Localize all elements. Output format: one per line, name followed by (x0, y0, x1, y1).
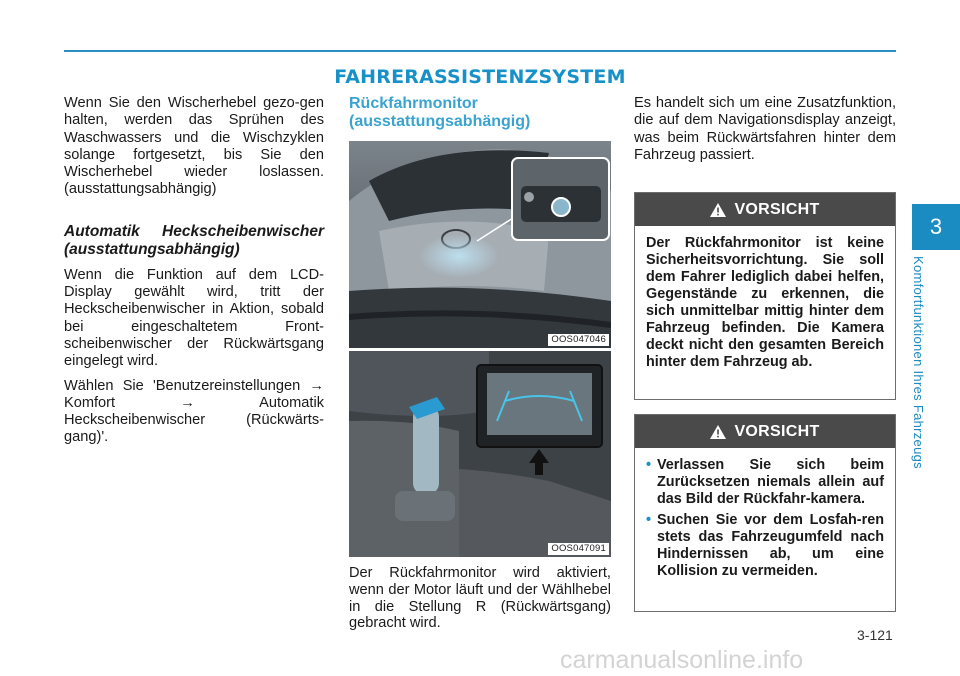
caution-header-2 (635, 415, 895, 448)
gear-lever-photo (349, 351, 611, 557)
caution-body-1 (635, 226, 895, 371)
chapter-tab: 3 (912, 204, 960, 250)
caution-box-1 (634, 192, 896, 400)
watermark: carmanualsonline.info (560, 646, 804, 674)
caution-title-1: VORSICHT (734, 200, 820, 218)
rear-camera-illustration (349, 141, 611, 348)
monitor-activation-paragraph: Der Rückfahrmonitor wird aktiviert, wenn der Motor läuft und der Wählhebel in die Stellung R (Rückwärtsgang) gebracht wird. (349, 565, 611, 632)
caution-bullet-list (646, 457, 884, 580)
chapter-title: Komfortfunktionen Ihres Fahrzeugs (911, 256, 926, 469)
bullet-dot-icon: • (646, 512, 652, 528)
auto-rear-wiper-heading: Automatik Heckscheibenwischer (ausstattungsabhängig) (64, 222, 324, 258)
left-column (64, 95, 324, 447)
middle-column (349, 95, 611, 130)
monitor-intro-paragraph: Es handelt sich um eine Zusatzfunktion, die auf dem Navigationsdisplay anzeigt, was beim Rückwärtsfahren hinter dem Fahrzeug passiert. (634, 95, 896, 163)
list-item: • Verlassen Sie sich beim Zurücksetzen niemals allein auf das Bild der Rückfahr-kamera. (646, 457, 884, 507)
rear-view-monitor-heading: Rückfahrmonitor (ausstattungsabhängig) (349, 95, 531, 130)
caution-text-1: Der Rückfahrmonitor ist keine Sicherheitsvorrichtung. Sie soll dem Fahrer lediglich dabei helfen, Gegenstände zu erkennen, die sich unmittelbar mittig hinter dem Fahrzeug befinden. Die Kamera deckt nicht den gesamten Bereich hinter dem Fahrzeug ab. (646, 235, 884, 370)
auto-rear-wiper-paragraph: Wenn die Funktion auf dem LCD-Display gewählt wird, tritt der Heckscheibenwischer in Aktion, sobald bei eingeschaltetem Front-scheibenwischer der Rückwärtsgang eingelegt wird. (64, 266, 324, 370)
warning-triangle-icon (710, 203, 726, 217)
right-column (634, 95, 896, 164)
photo2-code: OOS047091 (548, 543, 609, 555)
caution-header-1 (635, 193, 895, 226)
rear-camera-photo (349, 141, 611, 348)
bullet-dot-icon: • (646, 457, 652, 473)
settings-path-paragraph: Wählen Sie 'Benutzereinstellungen → Komfort → Automatik Heckscheibenwischer (Rückwärts-gang)'. (64, 377, 324, 446)
caution-box-2 (634, 414, 896, 612)
caution-body-2 (635, 448, 895, 580)
warning-triangle-icon (710, 425, 726, 439)
photo1-code: OOS047046 (548, 334, 609, 346)
caution-title-2: VORSICHT (734, 422, 820, 440)
top-rule (64, 50, 896, 52)
gear-lever-illustration (349, 351, 611, 557)
list-item: • Suchen Sie vor dem Losfah-ren stets das Fahrzeugumfeld nach Hindernissen ab, um eine Kollision zu vermeiden. (646, 512, 884, 579)
page-number: 3-121 (857, 627, 893, 643)
section-title: FAHRERASSISTENZSYSTEM (334, 66, 626, 88)
monitor-activation-text (349, 565, 611, 632)
chapter-title-vertical (910, 256, 958, 486)
wiper-paragraph: Wenn Sie den Wischerhebel gezo-gen halten, werden das Sprühen des Waschwassers und die Wischzyklen solange fortgesetzt, bis Sie den Wischerhebel wieder loslassen. (ausstattungsabhängig) (64, 95, 324, 198)
